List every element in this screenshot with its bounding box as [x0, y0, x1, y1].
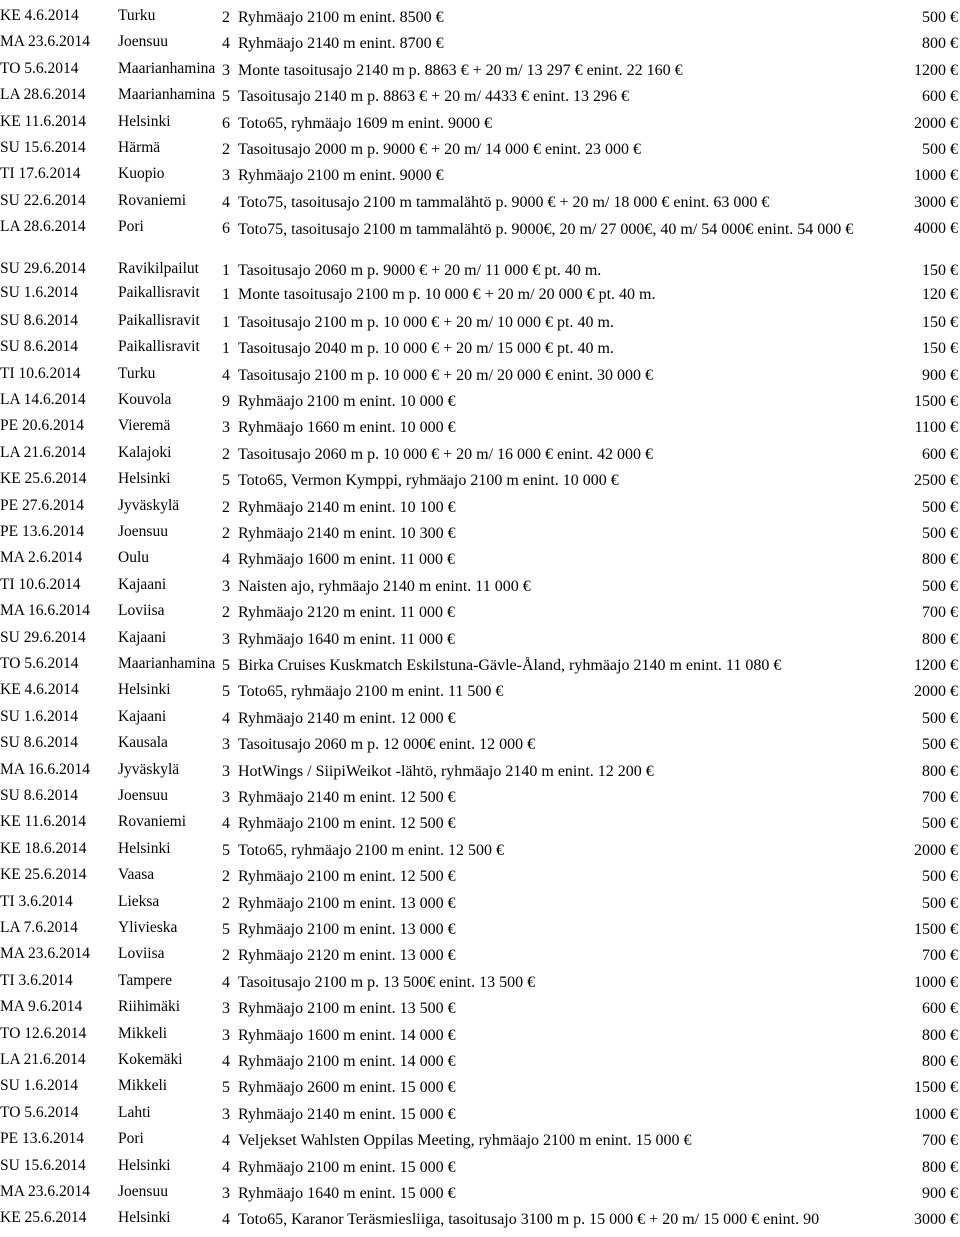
- table-row: [0, 285, 960, 313]
- race-description: Ryhmäajo 1640 m enint. 15 000 €: [238, 1184, 456, 1202]
- race-prize: 600 €: [922, 88, 958, 106]
- race-prize: 800 €: [922, 1158, 958, 1176]
- race-date: SU 1.6.2014: [0, 707, 78, 725]
- race-number: 4: [222, 193, 230, 211]
- race-prize: 2000 €: [914, 683, 958, 701]
- race-number: 2: [222, 604, 230, 622]
- race-description: Toto65, ryhmäajo 2100 m enint. 12 500 €: [238, 841, 504, 859]
- race-date: LA 21.6.2014: [0, 443, 86, 461]
- race-description: Tasoitusajo 2140 m p. 8863 € + 20 m/ 4433 € enint. 13 296 €: [238, 88, 629, 106]
- race-prize: 700 €: [922, 788, 958, 806]
- race-prize: 900 €: [922, 1184, 958, 1202]
- race-date: KE 4.6.2014: [0, 681, 79, 699]
- race-prize: 900 €: [922, 366, 958, 384]
- race-description: Ryhmäajo 2100 m enint. 13 000 €: [238, 894, 456, 912]
- race-description: Veljekset Wahlsten Oppilas Meeting, ryhmäajo 2100 m enint. 15 000 €: [238, 1132, 692, 1150]
- race-prize: 3000 €: [914, 1211, 958, 1229]
- race-date: TI 3.6.2014: [0, 971, 73, 989]
- race-prize: 500 €: [922, 577, 958, 595]
- race-location: Mikkeli: [118, 1077, 168, 1095]
- race-description: Tasoitusajo 2000 m p. 9000 € + 20 m/ 14 000 € enint. 23 000 €: [238, 141, 641, 158]
- race-description: Ryhmäajo 2100 m enint. 13 500 €: [238, 1000, 456, 1018]
- race-location: Oulu: [118, 549, 149, 567]
- race-date: KE 4.6.2014: [0, 7, 79, 24]
- race-date: KE 25.6.2014: [0, 470, 87, 488]
- race-number: 1: [222, 313, 230, 331]
- table-row: [0, 814, 960, 840]
- race-date: TO 5.6.2014: [0, 59, 79, 77]
- race-number: 3: [222, 788, 230, 806]
- race-prize: 150 €: [922, 340, 958, 358]
- race-date: SU 8.6.2014: [0, 338, 78, 356]
- table-row: [0, 946, 960, 972]
- race-number: 3: [222, 736, 230, 754]
- race-description: Ryhmäajo 2100 m enint. 13 000 €: [238, 920, 456, 938]
- race-date: TI 10.6.2014: [0, 364, 81, 382]
- race-location: Lieksa: [118, 892, 160, 910]
- race-date: TO 12.6.2014: [0, 1024, 87, 1042]
- race-description: Ryhmäajo 2100 m enint. 9000 €: [238, 167, 444, 185]
- race-prize: 1100 €: [914, 419, 958, 437]
- race-location: Vieremä: [118, 417, 171, 435]
- race-number: 4: [222, 366, 230, 384]
- race-prize: 1200 €: [914, 61, 958, 79]
- race-prize: 800 €: [922, 1026, 958, 1044]
- race-location: Joensuu: [118, 522, 168, 540]
- race-date: TO 5.6.2014: [0, 1103, 79, 1121]
- table-row: [0, 366, 960, 392]
- race-location: Maarianhamina: [118, 654, 216, 672]
- table-row: [0, 1158, 960, 1184]
- race-location: Kalajoki: [118, 443, 172, 461]
- race-location: Rovaniemi: [118, 191, 187, 209]
- race-location: Joensuu: [118, 786, 168, 804]
- race-location: Helsinki: [118, 1156, 171, 1174]
- table-row: [0, 1131, 960, 1157]
- race-location: Paikallisravit: [118, 311, 200, 329]
- table-row: [0, 61, 960, 87]
- race-description: Monte tasoitusajo 2100 m p. 10 000 € + 20 m/ 20 000 € pt. 40 m.: [238, 286, 656, 304]
- race-date: PE 20.6.2014: [0, 417, 84, 435]
- race-description: Ryhmäajo 2600 m enint. 15 000 €: [238, 1079, 456, 1097]
- race-location: Kajaani: [118, 575, 167, 593]
- race-prize: 500 €: [922, 9, 958, 26]
- race-date: LA 28.6.2014: [0, 218, 86, 236]
- race-location: Helsinki: [118, 681, 171, 699]
- table-row: [0, 392, 960, 418]
- race-number: 6: [222, 220, 230, 238]
- race-number: 2: [222, 445, 230, 463]
- race-prize: 500 €: [922, 498, 958, 516]
- race-location: Loviisa: [118, 602, 165, 620]
- race-number: 5: [222, 656, 230, 674]
- race-number: 5: [222, 683, 230, 701]
- race-number: 4: [222, 551, 230, 569]
- race-description: Monte tasoitusajo 2140 m p. 8863 € + 20 m/ 13 297 € enint. 22 160 €: [238, 61, 683, 79]
- table-row: [0, 1184, 960, 1210]
- race-location: Paikallisravit: [118, 284, 200, 302]
- race-date: SU 29.6.2014: [0, 260, 86, 278]
- race-location: Riihimäki: [118, 998, 180, 1016]
- race-description: Toto75, tasoitusajo 2100 m tammalähtö p. 9000 € + 20 m/ 18 000 € enint. 63 000 €: [238, 193, 770, 211]
- race-number: 4: [222, 1052, 230, 1070]
- race-number: 1: [222, 286, 230, 304]
- table-row: [0, 1105, 960, 1131]
- race-description: Toto65, ryhmäajo 2100 m enint. 11 500 €: [238, 683, 504, 701]
- table-row: [0, 445, 960, 471]
- race-date: SU 15.6.2014: [0, 139, 86, 156]
- race-number: 3: [222, 762, 230, 780]
- race-date: MA 16.6.2014: [0, 602, 90, 620]
- race-description: Tasoitusajo 2060 m p. 12 000€ enint. 12 000 €: [238, 736, 536, 754]
- race-number: 9: [222, 392, 230, 410]
- race-prize: 600 €: [922, 1000, 958, 1018]
- race-description: Toto65, Karanor Teräsmiesliiga, tasoitusajo 3100 m p. 15 000 € + 20 m/ 15 000 € enint. 90: [238, 1211, 820, 1229]
- race-date: LA 28.6.2014: [0, 86, 86, 104]
- race-description: Tasoitusajo 2040 m p. 10 000 € + 20 m/ 15 000 € pt. 40 m.: [238, 340, 614, 358]
- race-description: Ryhmäajo 2140 m enint. 12 000 €: [238, 709, 456, 727]
- race-description: Ryhmäajo 2100 m enint. 15 000 €: [238, 1158, 456, 1176]
- race-number: 3: [222, 1184, 230, 1202]
- race-description: HotWings / SiipiWeikot -lähtö, ryhmäajo 2140 m enint. 12 200 €: [238, 762, 654, 780]
- table-row: [0, 1210, 960, 1236]
- race-prize: 800 €: [922, 551, 958, 569]
- race-location: Rovaniemi: [118, 813, 187, 831]
- race-location: Helsinki: [118, 1209, 171, 1227]
- race-number: 4: [222, 709, 230, 727]
- race-prize: 500 €: [922, 709, 958, 727]
- table-row: [0, 114, 960, 140]
- table-row: [0, 87, 960, 113]
- race-description: Ryhmäajo 1660 m enint. 10 000 €: [238, 419, 456, 437]
- race-description: Naisten ajo, ryhmäajo 2140 m enint. 11 000 €: [238, 577, 531, 595]
- race-number: 1: [222, 262, 230, 280]
- race-description: Tasoitusajo 2100 m p. 10 000 € + 20 m/ 20 000 € enint. 30 000 €: [238, 366, 653, 384]
- race-prize: 3000 €: [914, 193, 958, 211]
- race-location: Vaasa: [118, 866, 155, 884]
- race-date: SU 22.6.2014: [0, 191, 86, 209]
- race-number: 4: [222, 35, 230, 53]
- race-number: 2: [222, 868, 230, 886]
- race-date: KE 11.6.2014: [0, 813, 86, 831]
- race-date: SU 15.6.2014: [0, 1156, 86, 1174]
- race-prize: 700 €: [922, 947, 958, 965]
- race-description: Ryhmäajo 2120 m enint. 13 000 €: [238, 947, 456, 965]
- race-number: 4: [222, 973, 230, 991]
- race-number: 2: [222, 9, 230, 26]
- race-location: Mikkeli: [118, 1024, 168, 1042]
- table-row: [0, 550, 960, 576]
- table-row: [0, 735, 960, 761]
- race-number: 5: [222, 1079, 230, 1097]
- table-row: [0, 339, 960, 365]
- race-number: 2: [222, 524, 230, 542]
- race-date: SU 1.6.2014: [0, 284, 78, 302]
- table-row: [0, 418, 960, 444]
- race-description: Ryhmäajo 2140 m enint. 10 100 €: [238, 498, 456, 516]
- race-number: 3: [222, 630, 230, 648]
- race-number: 3: [222, 167, 230, 185]
- race-number: 4: [222, 815, 230, 833]
- race-location: Pori: [118, 1130, 144, 1148]
- race-description: Ryhmäajo 2140 m enint. 15 000 €: [238, 1105, 456, 1123]
- race-description: Toto65, ryhmäajo 1609 m enint. 9000 €: [238, 114, 492, 132]
- race-date: MA 2.6.2014: [0, 549, 83, 567]
- race-location: Kouvola: [118, 390, 172, 408]
- table-row: [0, 261, 960, 285]
- table-row: [0, 841, 960, 867]
- race-number: 2: [222, 894, 230, 912]
- race-description: Ryhmäajo 2100 m enint. 14 000 €: [238, 1052, 456, 1070]
- race-location: Härmä: [118, 139, 161, 156]
- race-number: 5: [222, 920, 230, 938]
- race-description: Ryhmäajo 1640 m enint. 11 000 €: [238, 630, 455, 648]
- race-prize: 2000 €: [914, 841, 958, 859]
- table-row: [0, 498, 960, 524]
- race-prize: 500 €: [922, 868, 958, 886]
- race-date: MA 23.6.2014: [0, 1182, 90, 1200]
- race-prize: 500 €: [922, 524, 958, 542]
- race-location: Kajaani: [118, 628, 167, 646]
- race-date: PE 27.6.2014: [0, 496, 84, 514]
- race-location: Ylivieska: [118, 918, 178, 936]
- race-date: SU 8.6.2014: [0, 786, 78, 804]
- table-row: [0, 788, 960, 814]
- race-prize: 700 €: [922, 604, 958, 622]
- race-number: 5: [222, 88, 230, 106]
- race-location: Helsinki: [118, 470, 171, 488]
- table-row: [0, 762, 960, 788]
- race-description: Ryhmäajo 2140 m enint. 12 500 €: [238, 788, 456, 806]
- race-location: Helsinki: [118, 839, 171, 857]
- race-date: TI 10.6.2014: [0, 575, 81, 593]
- race-number: 2: [222, 498, 230, 516]
- race-date: TI 17.6.2014: [0, 165, 81, 183]
- race-description: Ryhmäajo 2140 m enint. 8700 €: [238, 35, 444, 53]
- table-row: [0, 709, 960, 735]
- race-location: Kausala: [118, 734, 168, 752]
- race-prize: 2500 €: [914, 472, 958, 490]
- race-date: PE 13.6.2014: [0, 1130, 84, 1148]
- race-date: SU 8.6.2014: [0, 311, 78, 329]
- table-row: [0, 894, 960, 920]
- race-date: KE 18.6.2014: [0, 839, 87, 857]
- race-location: Maarianhamina: [118, 59, 216, 77]
- race-prize: 1500 €: [914, 920, 958, 938]
- race-location: Joensuu: [118, 1182, 168, 1200]
- race-number: 3: [222, 1026, 230, 1044]
- race-prize: 500 €: [922, 815, 958, 833]
- race-date: TO 5.6.2014: [0, 654, 79, 672]
- race-prize: 500 €: [922, 141, 958, 158]
- race-date: SU 1.6.2014: [0, 1077, 78, 1095]
- race-prize: 1000 €: [914, 973, 958, 991]
- race-number: 3: [222, 61, 230, 79]
- race-number: 6: [222, 114, 230, 132]
- race-description: Toto65, Vermon Kymppi, ryhmäajo 2100 m enint. 10 000 €: [238, 472, 619, 490]
- race-date: MA 9.6.2014: [0, 998, 83, 1016]
- race-description: Tasoitusajo 2060 m p. 10 000 € + 20 m/ 16 000 € enint. 42 000 €: [238, 445, 653, 463]
- race-number: 3: [222, 419, 230, 437]
- race-number: 3: [222, 1105, 230, 1123]
- race-date: TI 3.6.2014: [0, 892, 73, 910]
- race-prize: 1000 €: [914, 1105, 958, 1123]
- table-row: [0, 920, 960, 946]
- race-number: 4: [222, 1158, 230, 1176]
- table-row: [0, 219, 960, 261]
- race-date: KE 11.6.2014: [0, 112, 86, 130]
- race-prize: 1500 €: [914, 1079, 958, 1097]
- table-row: [0, 140, 960, 166]
- race-date: PE 13.6.2014: [0, 522, 84, 540]
- race-prize: 800 €: [922, 762, 958, 780]
- race-prize: 150 €: [922, 262, 958, 280]
- race-location: Turku: [118, 364, 156, 382]
- race-date: SU 29.6.2014: [0, 628, 86, 646]
- race-description: Ryhmäajo 2120 m enint. 11 000 €: [238, 604, 455, 622]
- race-number: 1: [222, 340, 230, 358]
- race-location: Tampere: [118, 971, 172, 989]
- race-number: 5: [222, 472, 230, 490]
- race-prize: 150 €: [922, 313, 958, 331]
- race-date: MA 16.6.2014: [0, 760, 90, 778]
- race-prize: 800 €: [922, 35, 958, 53]
- race-description: Ryhmäajo 1600 m enint. 14 000 €: [238, 1026, 456, 1044]
- race-location: Kokemäki: [118, 1050, 183, 1068]
- race-prize: 4000 €: [914, 220, 958, 238]
- race-prize: 700 €: [922, 1132, 958, 1150]
- race-prize: 120 €: [922, 286, 958, 304]
- table-row: [0, 577, 960, 603]
- race-location: Paikallisravit: [118, 338, 200, 356]
- table-row: [0, 1078, 960, 1104]
- race-prize: 2000 €: [914, 114, 958, 132]
- race-location: Joensuu: [118, 33, 168, 51]
- race-date: SU 8.6.2014: [0, 734, 78, 752]
- race-location: Kajaani: [118, 707, 167, 725]
- table-row: [0, 193, 960, 219]
- race-date: LA 21.6.2014: [0, 1050, 86, 1068]
- table-row: [0, 682, 960, 708]
- race-description: Ryhmäajo 2140 m enint. 10 300 €: [238, 524, 456, 542]
- race-date: MA 23.6.2014: [0, 33, 90, 51]
- race-location: Kuopio: [118, 165, 165, 183]
- race-location: Pori: [118, 218, 144, 236]
- race-prize: 500 €: [922, 894, 958, 912]
- table-row: [0, 313, 960, 339]
- race-description: Ryhmäajo 2100 m enint. 12 500 €: [238, 815, 456, 833]
- table-row: [0, 630, 960, 656]
- race-location: Maarianhamina: [118, 86, 216, 104]
- race-number: 4: [222, 1132, 230, 1150]
- race-description: Ryhmäajo 2100 m enint. 8500 €: [238, 9, 444, 26]
- table-row: [0, 973, 960, 999]
- race-location: Ravikilpailut: [118, 260, 199, 278]
- table-row: [0, 1052, 960, 1078]
- race-prize: 1200 €: [914, 656, 958, 674]
- race-date: KE 25.6.2014: [0, 1209, 87, 1227]
- race-location: Lahti: [118, 1103, 151, 1121]
- race-date: MA 23.6.2014: [0, 945, 90, 963]
- race-description: Tasoitusajo 2060 m p. 9000 € + 20 m/ 11 000 € pt. 40 m.: [238, 262, 602, 280]
- race-description: Ryhmäajo 2100 m enint. 12 500 €: [238, 868, 456, 886]
- table-row: [0, 603, 960, 629]
- table-row: [0, 867, 960, 893]
- race-prize: 1000 €: [914, 167, 958, 185]
- table-row: [0, 34, 960, 60]
- race-date: LA 14.6.2014: [0, 390, 86, 408]
- race-location: Helsinki: [118, 112, 171, 130]
- race-description: Ryhmäajo 2100 m enint. 10 000 €: [238, 392, 456, 410]
- race-prize: 600 €: [922, 445, 958, 463]
- race-number: 2: [222, 141, 230, 158]
- table-row: [0, 471, 960, 497]
- race-prize: 800 €: [922, 630, 958, 648]
- race-date: LA 7.6.2014: [0, 918, 78, 936]
- table-row: [0, 524, 960, 550]
- table-row: [0, 999, 960, 1025]
- race-prize: 800 €: [922, 1052, 958, 1070]
- table-row: [0, 656, 960, 682]
- race-location: Turku: [118, 7, 156, 24]
- race-location: Jyväskylä: [118, 496, 180, 514]
- table-row: [0, 8, 960, 34]
- race-number: 3: [222, 1000, 230, 1018]
- race-prize: 500 €: [922, 736, 958, 754]
- race-location: Jyväskylä: [118, 760, 180, 778]
- race-number: 5: [222, 841, 230, 859]
- race-prize: 1500 €: [914, 392, 958, 410]
- race-number: 3: [222, 577, 230, 595]
- race-description: Toto75, tasoitusajo 2100 m tammalähtö p. 9000€, 20 m/ 27 000€, 40 m/ 54 000€ enint. 54 000 €: [238, 221, 854, 239]
- table-row: [0, 166, 960, 192]
- race-description: Tasoitusajo 2100 m p. 10 000 € + 20 m/ 10 000 € pt. 40 m.: [238, 313, 614, 331]
- table-row: [0, 1026, 960, 1052]
- race-number: 4: [222, 1211, 230, 1229]
- race-description: Ryhmäajo 1600 m enint. 11 000 €: [238, 551, 455, 569]
- race-description: Tasoitusajo 2100 m p. 13 500€ enint. 13 500 €: [238, 973, 536, 991]
- race-number: 2: [222, 947, 230, 965]
- race-location: Loviisa: [118, 945, 165, 963]
- race-description: Birka Cruises Kuskmatch Eskilstuna-Gävle-Åland, ryhmäajo 2140 m enint. 11 080 €: [238, 656, 782, 674]
- race-date: KE 25.6.2014: [0, 866, 87, 884]
